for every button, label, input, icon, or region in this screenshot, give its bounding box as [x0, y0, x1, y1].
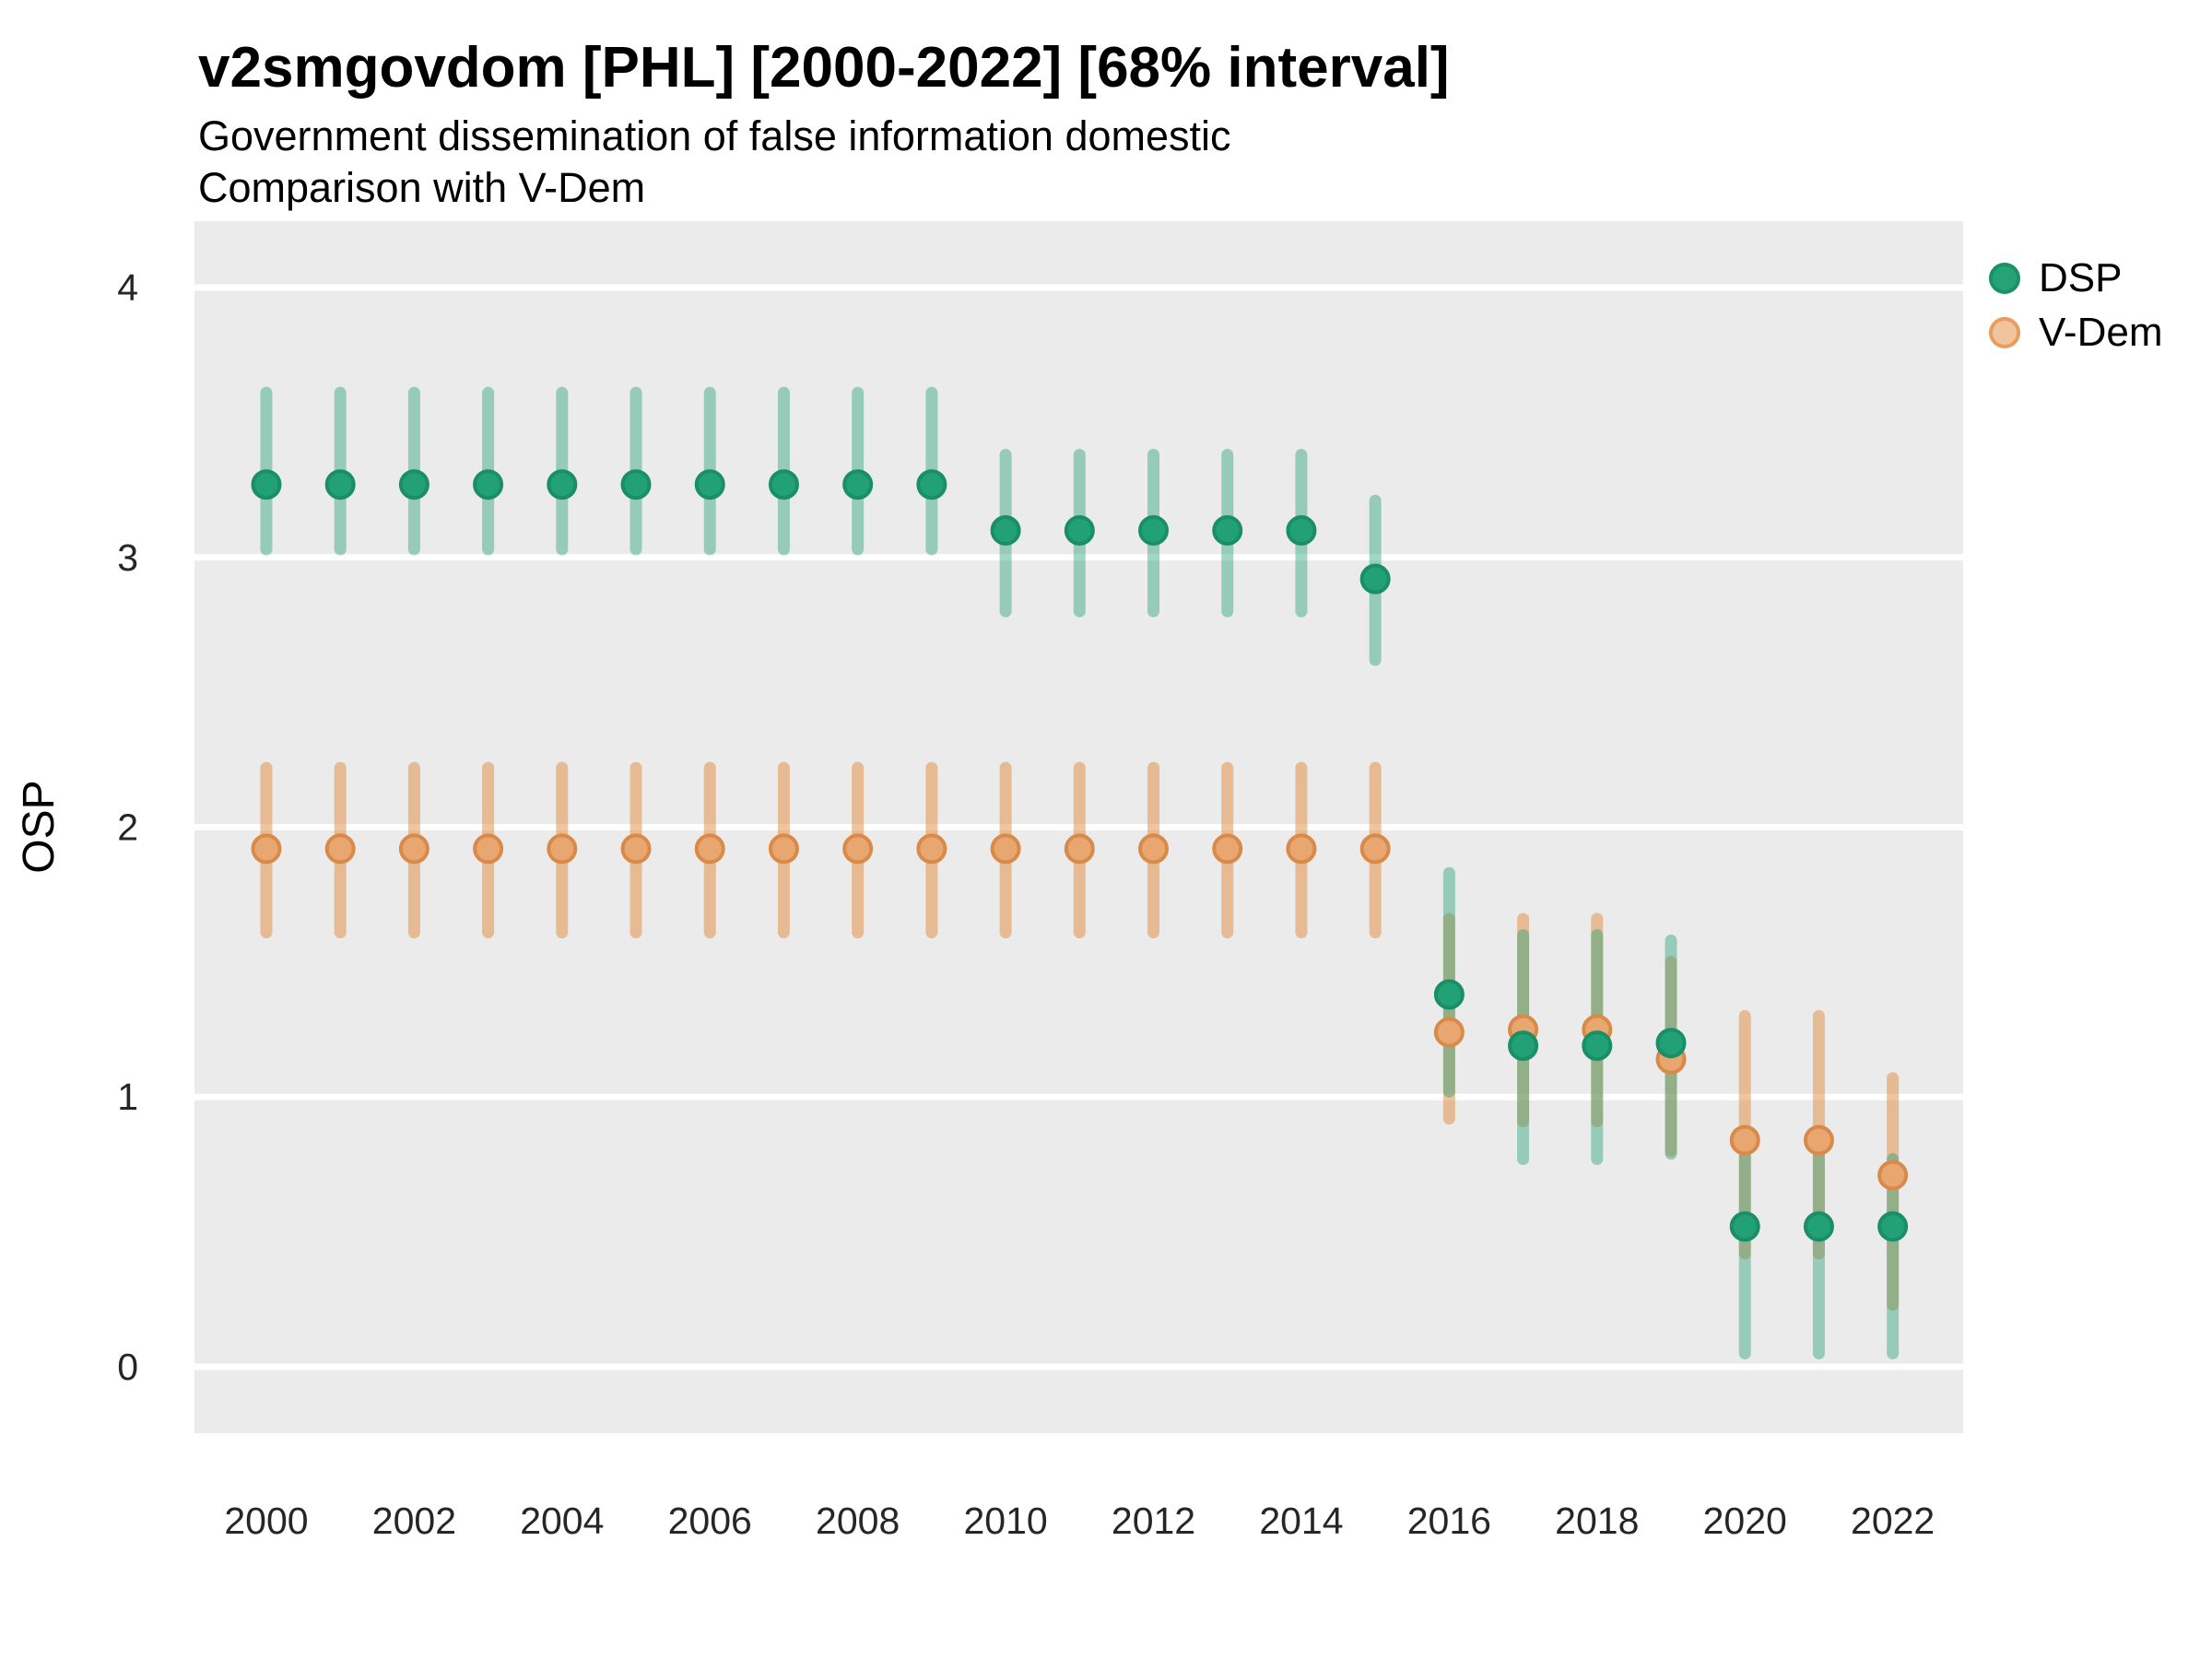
- legend: [1989, 251, 2162, 359]
- point-dsp-2010: [993, 517, 1019, 544]
- point-dsp-2006: [697, 471, 724, 498]
- x-tick-label-2022: 2022: [1851, 1500, 1936, 1542]
- point-vdem-2006: [697, 835, 724, 862]
- chart-subtitle-line1: Government dissemination of false information domestic: [198, 112, 1231, 159]
- point-vdem-2011: [1066, 835, 1093, 862]
- x-tick-label-2018: 2018: [1555, 1500, 1640, 1542]
- x-tick-label-2012: 2012: [1111, 1500, 1196, 1542]
- point-vdem-2015: [1362, 835, 1389, 862]
- point-vdem-2004: [548, 835, 575, 862]
- x-tick-label-2002: 2002: [371, 1500, 457, 1542]
- x-tick-label-2004: 2004: [520, 1500, 605, 1542]
- dsp-legend-point-icon: [1989, 263, 2020, 294]
- point-vdem-2002: [401, 835, 428, 862]
- point-vdem-2003: [475, 835, 501, 862]
- point-dsp-2005: [623, 471, 650, 498]
- x-tick-label-2006: 2006: [667, 1500, 752, 1542]
- x-tick-label-2020: 2020: [1702, 1500, 1787, 1542]
- x-tick-label-2016: 2016: [1406, 1500, 1491, 1542]
- point-dsp-2015: [1362, 566, 1389, 593]
- chart-subtitle-line2: Comparison with V-Dem: [198, 164, 646, 211]
- legend-label-vdem: V-Dem: [2039, 309, 2163, 355]
- point-dsp-2001: [327, 471, 354, 498]
- point-vdem-2014: [1288, 835, 1314, 862]
- point-dsp-2014: [1288, 517, 1314, 544]
- point-dsp-2020: [1732, 1213, 1759, 1240]
- legend-label-dsp: DSP: [2039, 254, 2123, 300]
- y-tick-label-0: 0: [117, 1345, 138, 1388]
- x-tick-label-2000: 2000: [224, 1500, 309, 1542]
- vdem-legend-point-icon: [1989, 317, 2020, 348]
- point-vdem-2016: [1436, 1018, 1463, 1045]
- point-vdem-2007: [771, 835, 797, 862]
- point-dsp-2004: [548, 471, 575, 498]
- point-dsp-2009: [918, 471, 945, 498]
- y-tick-label-3: 3: [117, 535, 138, 579]
- x-tick-label-2010: 2010: [963, 1500, 1048, 1542]
- point-dsp-2013: [1214, 517, 1241, 544]
- point-dsp-2022: [1879, 1213, 1906, 1240]
- point-vdem-2020: [1732, 1127, 1759, 1154]
- point-vdem-2013: [1214, 835, 1241, 862]
- point-dsp-2012: [1140, 517, 1167, 544]
- point-vdem-2008: [844, 835, 871, 862]
- point-vdem-2010: [993, 835, 1019, 862]
- point-vdem-2009: [918, 835, 945, 862]
- point-dsp-2017: [1510, 1032, 1536, 1059]
- point-dsp-2016: [1436, 982, 1463, 1008]
- point-vdem-2021: [1806, 1127, 1832, 1154]
- point-dsp-2021: [1806, 1213, 1832, 1240]
- point-dsp-2003: [475, 471, 501, 498]
- y-tick-label-2: 2: [117, 806, 138, 849]
- y-axis-title: OSP: [15, 780, 64, 874]
- x-tick-label-2014: 2014: [1259, 1500, 1344, 1542]
- x-tick-label-2008: 2008: [816, 1500, 900, 1542]
- point-dsp-2018: [1583, 1032, 1610, 1059]
- point-vdem-2000: [253, 835, 279, 862]
- point-vdem-2001: [327, 835, 354, 862]
- legend-item-vdem: [1989, 305, 2162, 359]
- y-tick-label-1: 1: [117, 1076, 138, 1119]
- point-dsp-2000: [253, 471, 279, 498]
- point-dsp-2019: [1658, 1030, 1685, 1056]
- point-dsp-2008: [844, 471, 871, 498]
- point-dsp-2007: [771, 471, 797, 498]
- point-dsp-2002: [401, 471, 428, 498]
- point-vdem-2005: [623, 835, 650, 862]
- point-vdem-2022: [1879, 1162, 1906, 1189]
- y-tick-label-4: 4: [117, 266, 138, 310]
- point-vdem-2012: [1140, 835, 1167, 862]
- chart-title: v2smgovdom [PHL] [2000-2022] [68% interval]: [198, 36, 1450, 100]
- point-dsp-2011: [1066, 517, 1093, 544]
- legend-item-dsp: [1989, 251, 2162, 305]
